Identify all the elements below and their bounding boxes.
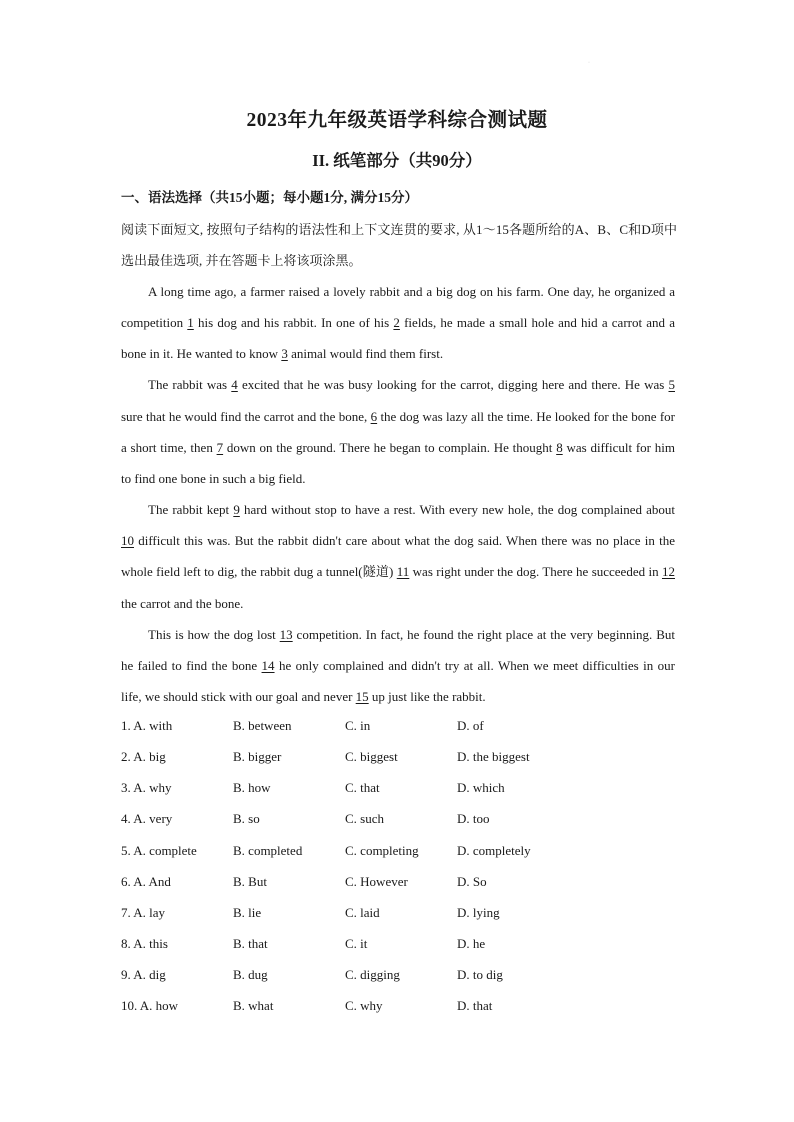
passage-text: This is how the dog lost <box>148 626 280 642</box>
question-row-10 <box>121 990 681 1021</box>
passage-text: animal would find them first. <box>287 346 444 362</box>
reading-passage <box>121 276 675 712</box>
document-subtitle: II. 纸笔部分（共90分） <box>312 151 482 170</box>
blank-3: 3 <box>281 346 288 362</box>
option-d: D. lying <box>457 904 500 920</box>
option-b: B. what <box>233 998 274 1014</box>
option-d: D. of <box>457 718 484 733</box>
passage-text: A long time ago, a farmer raised a lovely rabbit and a big dog on his farm. One day, he organized a competition <box>121 284 675 331</box>
passage-paragraph-3 <box>121 494 675 619</box>
passage-text: The rabbit was <box>148 377 232 393</box>
blank-5: 5 <box>668 377 675 393</box>
blank-14: 14 <box>261 657 275 673</box>
instructions: 阅读下面短文, 按照句子结构的语法性和上下文连贯的要求, 从1～15各题所给的A、B、C和D项中选出最佳选项, 并在答题卡上将该项涂黑。 <box>121 222 677 268</box>
blank-12: 12 <box>661 564 675 580</box>
passage-text: the carrot and the bone. <box>121 595 244 611</box>
option-b: B. between <box>233 718 292 733</box>
passage-text: the dog was lazy all the time. He looked for the bone for a short time, then <box>121 408 675 455</box>
option-c: C. laid <box>345 904 380 920</box>
passage-text: fields, he made a small hole and hid a carrot and a bone in it. He wanted to know <box>121 315 675 362</box>
passage-paragraph-4 <box>121 619 675 712</box>
question-row-1 <box>121 710 681 741</box>
option-b: B. lie <box>233 904 262 920</box>
option-b: B. how <box>233 780 271 796</box>
document-title: 2023年九年级英语学科综合测试题 <box>246 110 548 131</box>
option-d: D. completely <box>457 842 531 858</box>
option-b: B. completed <box>233 842 303 858</box>
blank-8: 8 <box>556 439 563 455</box>
option-b: B. But <box>233 873 267 889</box>
option-c: C. completing <box>345 842 419 858</box>
passage-text: competition. In fact, he found the right place at the very beginning. But he failed to find the bone <box>121 626 675 673</box>
passage-text: difficult this was. But the rabbit didn't care about what the dog said. When there was no place in the whole field left to dig, the rabbit dug a tunnel(隧道) <box>121 533 675 580</box>
passage-text: excited that he was busy looking for the carrot, digging here and there. He was <box>237 377 669 393</box>
question-row-7 <box>121 897 681 928</box>
option-d: D. he <box>457 935 486 951</box>
option-b: B. dug <box>233 967 268 983</box>
blank-15: 15 <box>355 689 369 705</box>
option-d: D. which <box>457 780 505 796</box>
question-row-9 <box>121 959 681 990</box>
blank-2: 2 <box>393 315 400 331</box>
passage-text: he only complained and didn't try at all. When we meet difficulties in our life, we should stick with our goal and never <box>121 657 675 705</box>
passage-text: was right under the dog. There he succeeded in <box>409 564 662 580</box>
option-d: D. too <box>457 811 490 827</box>
option-a: 6. A. And <box>121 873 171 889</box>
option-c: C. biggest <box>345 749 398 765</box>
passage-text: his dog and his rabbit. In one of his <box>193 315 394 331</box>
option-c: C. digging <box>345 967 400 983</box>
passage-text: down on the ground. There he began to complain. He thought <box>223 439 557 455</box>
question-row-5 <box>121 835 681 866</box>
option-d: D. that <box>457 998 493 1014</box>
blank-10: 10 <box>121 533 134 549</box>
option-d: D. to dig <box>457 967 503 983</box>
option-a: 8. A. this <box>121 935 168 951</box>
option-a: 2. A. big <box>121 749 166 765</box>
passage-text: sure that he would find the carrot and the bone, <box>121 408 371 424</box>
question-row-4 <box>121 803 681 834</box>
option-d: D. the biggest <box>457 749 530 765</box>
option-a: 5. A. complete <box>121 842 197 858</box>
question-row-8 <box>121 928 681 959</box>
option-c: C. in <box>345 718 371 733</box>
option-a: 7. A. lay <box>121 904 166 920</box>
question-row-6 <box>121 866 681 897</box>
blank-6: 6 <box>370 408 378 424</box>
question-row-2 <box>121 741 681 772</box>
passage-text: The rabbit kept <box>148 502 234 518</box>
option-b: B. that <box>233 935 268 951</box>
answer-options <box>121 710 681 1021</box>
option-b: B. so <box>233 811 260 827</box>
blank-7: 7 <box>216 439 224 455</box>
passage-paragraph-1 <box>121 276 675 369</box>
option-a: 10. A. how <box>121 998 179 1014</box>
option-a: 1. A. with <box>121 718 173 733</box>
option-c: C. why <box>345 998 383 1014</box>
page-mark: · <box>588 60 590 66</box>
blank-13: 13 <box>279 626 293 642</box>
blank-1: 1 <box>187 315 194 331</box>
option-c: C. However <box>345 873 408 889</box>
passage-text: up just like the rabbit. <box>368 689 486 705</box>
option-c: C. that <box>345 780 380 796</box>
blank-9: 9 <box>233 502 240 518</box>
passage-paragraph-2 <box>121 369 675 494</box>
option-c: C. it <box>345 935 368 951</box>
option-c: C. such <box>345 811 384 827</box>
blank-11: 11 <box>396 564 410 580</box>
blank-4: 4 <box>231 377 238 393</box>
question-row-3 <box>121 772 681 803</box>
passage-text: hard without stop to have a rest. With every new hole, the dog complained about <box>239 502 675 518</box>
passage-text: was difficult for him to find one bone in such a big field. <box>121 439 676 486</box>
option-a: 9. A. dig <box>121 967 166 983</box>
option-b: B. bigger <box>233 749 282 765</box>
section-heading: 一、语法选择（共15小题；每小题1分, 满分15分） <box>121 190 418 205</box>
option-d: D. So <box>457 873 487 889</box>
option-a: 4. A. very <box>121 811 173 827</box>
option-a: 3. A. why <box>121 780 172 796</box>
